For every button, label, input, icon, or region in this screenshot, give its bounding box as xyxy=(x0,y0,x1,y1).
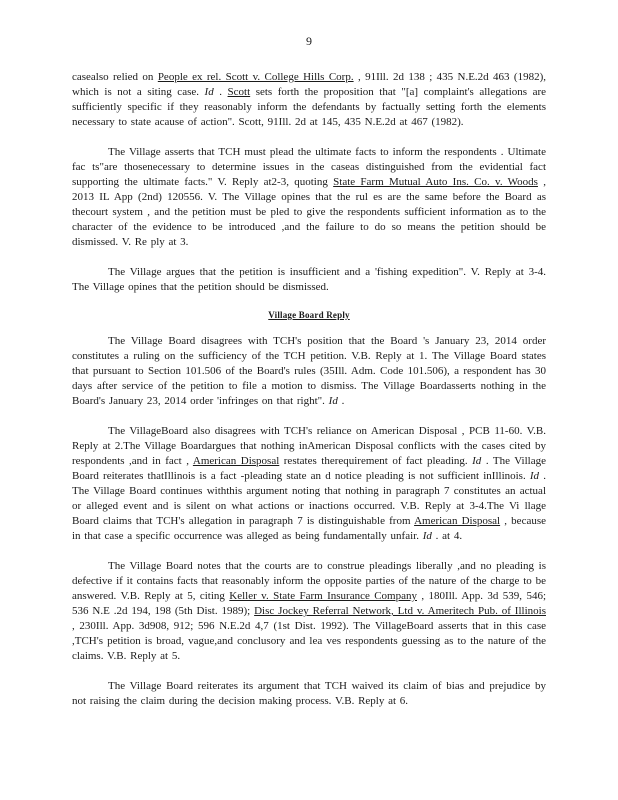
text-run: The Village asserts that TCH must plead the ultimate facts to inform the respondents . Ultimate fac ts"are thosenecessary to determine issues in the caseas distinguished from the evidential fact supporting the ultimate facts." V. Reply at2-3, quoting xyxy=(72,146,546,188)
paragraph xyxy=(72,70,546,130)
text-run: The VillageBoard also disagrees with TCH's reliance on American Disposal , PCB 11-60. V.B. Reply at 2.The Village Boardargues that nothing inAmerican Disposal conflicts with the cases cited by respondents ,and in fact , xyxy=(72,425,546,467)
paragraph xyxy=(72,559,546,664)
text-run: The Village Board disagrees with TCH's position that the Board 's January 23, 2014 order constitutes a ruling on the sufficiency of the TCH petition. V.B. Reply at 1. The Village Board states that pursuant to Section 101.506 of the Board's rules (35Ill. Adm. Code 101.506), a respondent has 30 days after service of the petition to file a motion to dismiss. The Village Boardasserts nothing in the Board's January 23, 2014 order 'infringes on that right". xyxy=(72,335,546,407)
section-heading: Village Board Reply xyxy=(268,310,350,320)
paragraph xyxy=(72,679,546,709)
paragraph xyxy=(72,424,546,544)
id-citation: Id xyxy=(422,530,432,542)
case-citation: American Disposal xyxy=(192,455,280,467)
page-number: 9 xyxy=(306,34,312,48)
text-run: , 180Ill. App. 3d 539, 546; 536 N.E .2d 194, 198 (5th Dist. 1989); xyxy=(72,590,546,617)
case-citation: American Disposal xyxy=(414,515,501,527)
text-run: . The Village Board continues withthis argument noting that nothing in paragraph 7 constitutes an actual or alleged event and is silent on what actions or inactions occurred. V.B. Reply at 3-4.The Vi llage Board claims that TCH's allegation in paragraph 7 is distinguishable from xyxy=(72,470,546,527)
paragraph xyxy=(72,265,546,295)
id-citation: Id xyxy=(529,470,540,482)
paragraph xyxy=(72,334,546,409)
text-run: , because in that case a specific occurrence was alleged as being fundamentally unfair. xyxy=(72,515,546,542)
text-run: , 2013 IL App (2nd) 120556. V. The Village opines that the rul es are the same before the Board as thecourt system , and the petition must be pled to give the respondents sufficient information as to the character of the evidence to be introduced ,and the failure to do so means the petition should be dismissed. V. Re ply at 3. xyxy=(72,176,546,248)
text-run: . The Village Board reiterates thatIllinois is a fact -pleading state an d notice pleading is not sufficient inIllinois. xyxy=(72,455,546,482)
case-citation: State Farm Mutual Auto Ins. Co. v. Woods xyxy=(333,176,538,188)
case-citation: Disc Jockey Referral Network, Ltd v. Ameritech Pub. of Illinois xyxy=(254,605,546,617)
paragraph xyxy=(72,145,546,250)
paragraphs-before-heading xyxy=(72,70,546,295)
case-citation: Keller v. State Farm Insurance Company xyxy=(229,590,417,602)
paragraphs-after-heading xyxy=(72,334,546,709)
text-run: The Village Board reiterates its argument that TCH waived its claim of bias and prejudice by not raising the claim during the decision making process. V.B. Reply at 6. xyxy=(72,680,546,707)
case-citation: People ex rel. Scott v. College Hills Corp. xyxy=(157,71,354,83)
text-run: The Village Board notes that the courts are to construe pleadings liberally ,and no pleading is defective if it contains facts that reasonably inform the opposite parties of the nature of the charge to be answered. V.B. Reply at 5, citing xyxy=(72,560,546,602)
text-run: , 91Ill. 2d 138 ; 435 N.E.2d 463 (1982), which is not a siting case. xyxy=(72,71,547,98)
id-citation: Id xyxy=(328,395,338,407)
text-run: The Village argues that the petition is insufficient and a 'fishing expedition". V. Reply at 3-4. The Village opines that the petition should be dismissed. xyxy=(72,266,546,293)
id-citation: Id xyxy=(472,455,482,467)
text-run: . at 4. xyxy=(431,530,463,542)
id-citation: Id xyxy=(204,86,214,98)
text-run: . xyxy=(213,86,228,98)
text-run: , 230Ill. App. 3d908, 912; 596 N.E.2d 4,7 (1st Dist. 1992). The VillageBoard asserts that in this case ,TCH's petition is broad, vague,and conclusory and lea ves respondents guessing as to the nature of the claims. V.B. Reply at 5. xyxy=(72,620,546,662)
case-citation: Scott xyxy=(227,86,251,98)
text-run: restates therequirement of fact pleading. xyxy=(279,455,473,467)
text-run: sets forth the proposition that "[a] complaint's allegations are sufficiently specific if they reasonably inform the defendants by factually setting forth the elements necessary to state acause of action". Scott, 91Ill. 2d at 145, 435 N.E.2d at 467 (1982). xyxy=(72,86,546,128)
text-run: casealso relied on xyxy=(72,71,158,83)
document-body xyxy=(72,70,546,724)
text-run: . xyxy=(337,395,345,407)
